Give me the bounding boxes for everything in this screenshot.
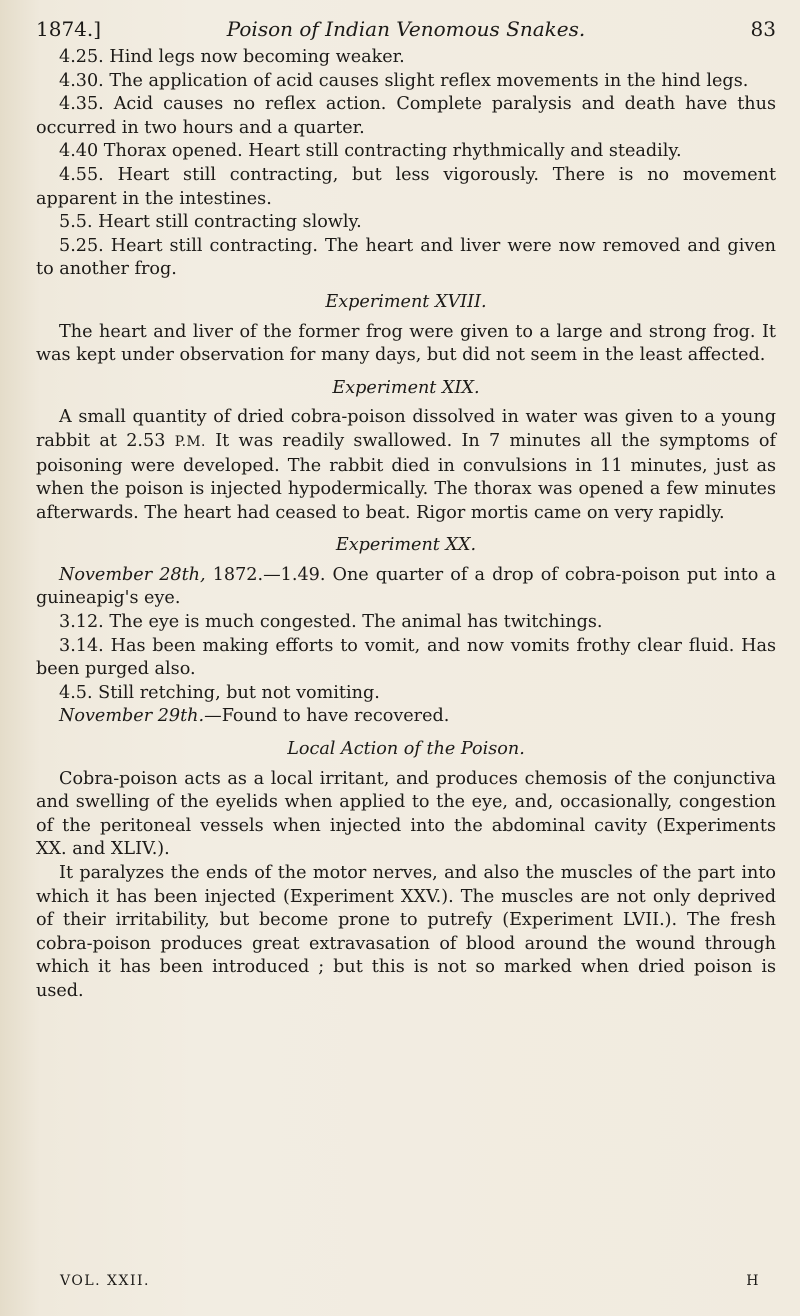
log-entry: November 29th.—Found to have recovered.: [59, 706, 450, 727]
signature-mark: H: [746, 1273, 760, 1289]
header-title: Poison of Indian Venomous Snakes.: [226, 17, 586, 41]
log-entry: 3.12. The eye is much congested. The animal has twitchings.: [59, 612, 603, 633]
log-entry: 4.40 Thorax opened. Heart still contracting rhythmically and steadily.: [59, 141, 682, 162]
section-paragraph: It paralyzes the ends of the motor nerves, and also the muscles of the part into which it has been injected (Experiment XXV.). The muscles are not only deprived of their irritability, but become prone to putrefy (Experiment LVII.). The fresh cobra-poison produces great extravasation of blood around the wound through which it has been introduced ; but this is not so marked when dried poison is used.: [36, 863, 776, 1001]
log-entry: 5.5. Heart still contracting slowly.: [59, 212, 362, 233]
running-header: [36, 12, 776, 46]
log-entry: 4.35. Acid causes no reflex action. Complete paralysis and death have thus occurred in two hours and a quarter.: [36, 94, 776, 138]
experiment-heading: Experiment XX.: [335, 535, 477, 556]
section-paragraph: Cobra-poison acts as a local irritant, and produces chemosis of the conjunctiva and swelling of the eyelids when applied to the eye, and, occasionally, congestion of the peritoneal vessels when injected into the abdominal cavity (Experiments XX. and XLIV.).: [36, 768, 776, 860]
experiment-paragraph: A small quantity of dried cobra-poison dissolved in water was given to a young rabbit at 2.53 P.M. It was readily swallowed. In 7 minutes all the symptoms of poisoning were developed. The rabbit died in convulsions in 11 minutes, just as when the poison is injected hypodermically. The thorax was opened a few minutes afterwards. The heart had ceased to beat. Rigor mortis came on very rapidly.: [36, 407, 777, 523]
page-number: 83: [750, 17, 776, 41]
experiment-heading: Experiment XIX.: [332, 377, 480, 398]
page-body: [36, 46, 776, 1004]
log-entry: 4.55. Heart still contracting, but less vigorously. There is no movement apparent in the intestines.: [36, 164, 777, 209]
log-entry: 4.5. Still retching, but not vomiting.: [59, 682, 380, 703]
section-heading: Local Action of the Poison.: [287, 739, 525, 760]
page-footer: [60, 1270, 760, 1292]
experiment-heading: Experiment XVIII.: [325, 291, 487, 312]
experiment-paragraph: The heart and liver of the former frog were given to a large and strong frog. It was kept under observation for many days, but did not seem in the least affected.: [36, 321, 776, 366]
log-entry: November 28th, 1872.—1.49. One quarter of a drop of cobra-poison put into a guineapig's eye.: [36, 564, 776, 609]
log-entry: 4.30. The application of acid causes slight reflex movements in the hind legs.: [59, 70, 749, 91]
log-entry: 4.25. Hind legs now becoming weaker.: [59, 47, 405, 67]
header-year: 1874.]: [36, 17, 102, 41]
volume-label: VOL. XXII.: [60, 1273, 150, 1289]
log-entry: 5.25. Heart still contracting. The heart and liver were now removed and given to another frog.: [36, 235, 777, 280]
log-entry: 3.14. Has been making efforts to vomit, and now vomits frothy clear fluid. Has been purged also.: [36, 635, 777, 680]
